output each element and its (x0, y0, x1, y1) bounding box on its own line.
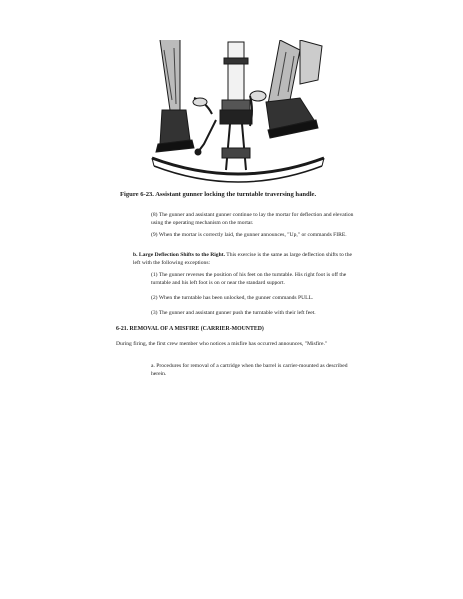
section-heading: 6-21. REMOVAL OF A MISFIRE (CARRIER-MOUNTED) (116, 326, 264, 332)
paragraph-b (133, 251, 357, 267)
left-boot (160, 110, 190, 144)
paragraph-8: (8) The gunner and assistant gunner continue to lay the mortar for deflection and elevation using the operating mechanism on the mortar. (151, 212, 354, 226)
paragraph-9: (9) When the mortar is correctly laid, the gunner announces, "Up," or commands FIRE. (151, 232, 347, 238)
turntable-ring (152, 158, 324, 174)
paragraph-1: (1) The gunner reverses the position of his feet on the turntable. His right foot is off the turntable and his left foot is on or near the standard support. (151, 272, 347, 286)
left-leg (160, 40, 180, 110)
paragraph-a: a. Procedures for removal of a cartridge when the barrel is carrier-mounted as described herein. (151, 363, 348, 377)
paragraph-3: (3) The gunner and assistant gunner push the turntable with their left feet. (151, 310, 316, 316)
figure-illustration (150, 40, 326, 200)
paragraph-2: (2) When the turntable has been unlocked, the gunner commands PULL. (151, 295, 314, 301)
traversing-handle (198, 120, 216, 152)
right-leg (268, 40, 300, 104)
section-intro: During firing, the first crew member who notices a misfire has occurred announces, "Misfire." (116, 341, 328, 347)
paragraph-b-text: This exercise is the same as large deflection shifts to the left with the following exceptions: (133, 252, 352, 266)
paragraph-b-title: b. Large Deflection Shifts to the Right. (133, 252, 225, 258)
figure-caption: Figure 6-23. Assistant gunner locking the turntable traversing handle. (120, 191, 317, 198)
